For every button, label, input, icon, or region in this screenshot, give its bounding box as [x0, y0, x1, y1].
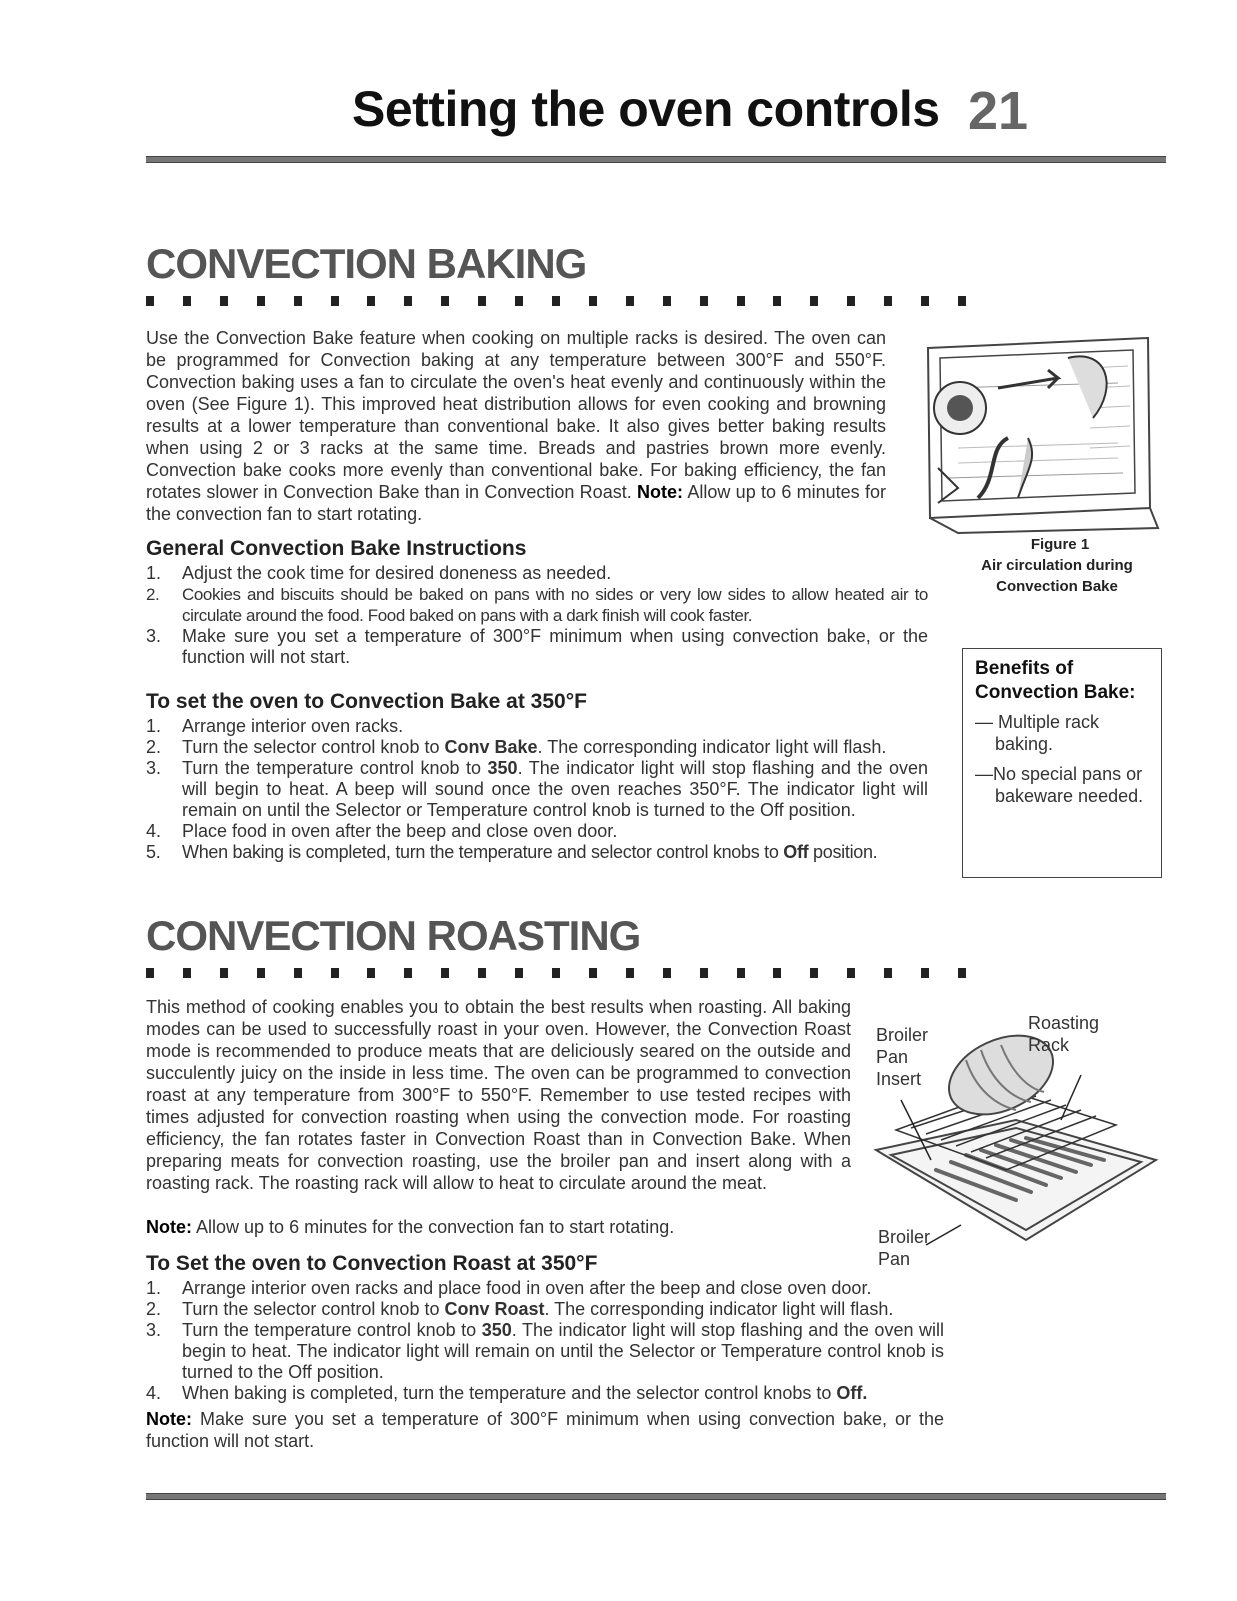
oven-air-circulation-illustration [918, 328, 1166, 538]
set-convection-bake-list [146, 716, 928, 863]
benefits-title: Benefits of Convection Bake: [975, 658, 1136, 703]
set-convection-roast-list [146, 1278, 944, 1404]
list-item: 2. Turn the selector control knob to Conv Roast. The corresponding indicator light will flash. [146, 1299, 894, 1319]
dotted-divider [146, 968, 966, 978]
airflow-arrow-icon [1018, 438, 1032, 498]
benefit-item: — Multiple rack baking. [975, 712, 1100, 754]
roasting-rack-label: Roasting Rack [1028, 1013, 1100, 1055]
benefit-item: —No special pans or bakeware needed. [975, 764, 1144, 806]
convection-roasting-intro [146, 996, 851, 1194]
footer-rule [146, 1493, 1166, 1500]
set-convection-roast-title: To Set the oven to Convection Roast at 350°F [146, 1252, 598, 1275]
section-title-convection-baking: CONVECTION BAKING [146, 240, 587, 287]
final-note-text: Make sure you set a temperature of 300°F minimum when using convection bake, or the function will not start. [146, 1409, 944, 1451]
list-item: 1. Arrange interior oven racks and place food in oven after the beep and close oven door. [146, 1278, 872, 1298]
list-item: 5. When baking is completed, turn the temperature and selector control knobs to Off position. [146, 842, 878, 862]
list-item: 3. Make sure you set a temperature of 300°F minimum when using convection bake, or the function will not start. [146, 626, 928, 667]
dotted-divider [146, 296, 966, 306]
benefits-box [962, 648, 1162, 878]
final-note [146, 1408, 944, 1452]
list-item: 2. Cookies and biscuits should be baked on pans with no sides or very low sides to allow heated air to circulate around the food. Food baked on pans with a dark finish will cook faster. [146, 585, 928, 625]
header-rule [146, 156, 1166, 163]
roasting-note-label: Note: [146, 1217, 192, 1237]
section-title-convection-roasting: CONVECTION ROASTING [146, 912, 641, 959]
page-number: 21 [968, 81, 1029, 141]
roasting-note [146, 1216, 851, 1238]
list-item: 1. Adjust the cook time for desired doneness as needed. [146, 563, 612, 583]
set-convection-bake-title: To set the oven to Convection Bake at 350°F [146, 690, 587, 713]
list-item: 3. Turn the temperature control knob to 350. The indicator light will stop flashing and the oven will begin to heat. A beep will sound once the oven reaches 350°F. The indicator light will remain on until the Selector or Temperature control knob is turned to the Off position. [146, 758, 928, 820]
list-item: 2. Turn the selector control knob to Conv Bake. The corresponding indicator light will flash. [146, 737, 887, 757]
page-title: Setting the oven controls [352, 81, 940, 137]
broiler-pan-label: Broiler Pan [878, 1227, 931, 1269]
list-item: 4. When baking is completed, turn the temperature and the selector control knobs to Off. [146, 1383, 868, 1403]
intro-text: Use the Convection Bake feature when cooking on multiple racks is desired. The oven can be programmed for Convection baking at any temperature between 300°F and 550°F. Convection baking uses a fan to circulate the oven's heat evenly and continuously within the oven (See Figure 1). This improved heat distribution allows for even cooking and browning results at a lower temperature than conventional bake. It also gives better baking results when using 2 or 3 racks at the same time. Breads and pastries brown more evenly. Convection bake cooks more evenly than conventional bake. For baking efficiency, the fan rotates slower in Convection Bake than in Convection Roast. [146, 328, 886, 502]
roasting-intro-text: This method of cooking enables you to obtain the best results when roasting. All baking modes can be used to successfully roast in your oven. However, the Convection Roast mode is recommended to produce meats that are deliciously seared on the outside and succulently juicy on the inside in less time. The oven can be programmed to convection roast at any temperature from 300°F to 550°F. Remember to use tested recipes with times adjusted for convection roasting when using the convection mode. For roasting efficiency, the fan rotates faster in Convection Roast than in Convection Bake. When preparing meats for convection roasting, use the broiler pan and insert along with a roasting rack. The roasting rack will allow to heat to circulate around the meat. [146, 997, 851, 1193]
broiler-pan-insert-label: Broiler Pan Insert [876, 1025, 929, 1089]
general-instructions-title: General Convection Bake Instructions [146, 537, 527, 560]
final-note-label: Note: [146, 1409, 192, 1429]
convection-baking-intro [146, 327, 886, 525]
intro-note-label: Note: [637, 482, 684, 502]
list-item: 1. Arrange interior oven racks. [146, 716, 404, 736]
roasting-note-text: Allow up to 6 minutes for the convection fan to start rotating. [196, 1217, 675, 1237]
general-instructions-list [146, 563, 928, 668]
list-item: 4. Place food in oven after the beep and close oven door. [146, 821, 618, 841]
figure-label: Figure 1 [1030, 536, 1090, 553]
airflow-arrow-icon [1068, 356, 1107, 418]
intro-note-text: Allow up to 6 minutes for the convection fan to start rotating. [146, 482, 886, 524]
list-item: 3. Turn the temperature control knob to 350. The indicator light will stop flashing and the oven will begin to heat. The indicator light will remain on until the Selector or Temperature control knob is turned to the Off position. [146, 1320, 944, 1382]
figure-caption: Air circulation during Convection Bake [981, 557, 1133, 595]
